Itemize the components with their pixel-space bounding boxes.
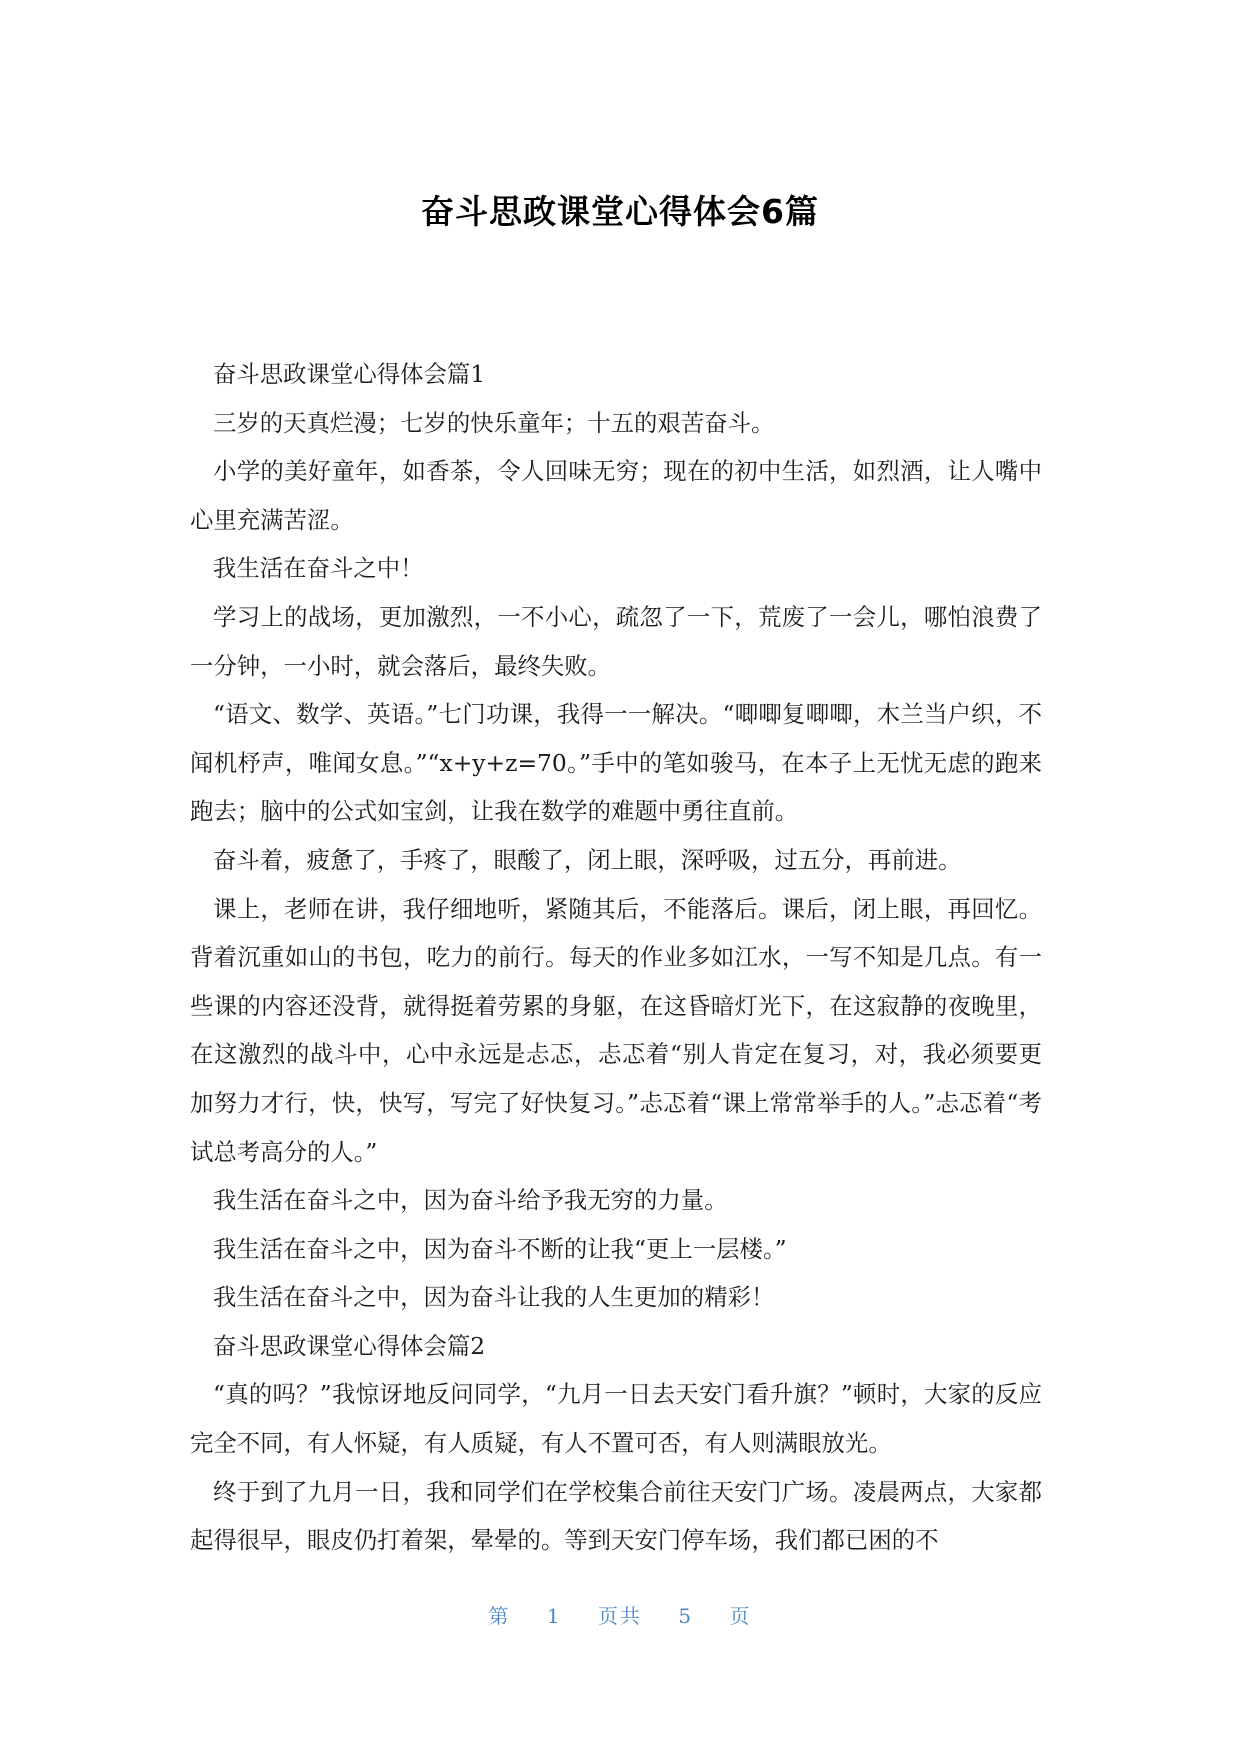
paragraph: 小学的美好童年，如香茶，令人回味无穷；现在的初中生活，如烈酒，让人嘴中心里充满苦涩。 — [190, 457, 1042, 534]
page-label-mid: 页共 — [598, 1604, 642, 1628]
paragraph: 我生活在奋斗之中，因为奋斗让我的人生更加的精彩！ — [213, 1283, 775, 1312]
paragraph: 奋斗着，疲惫了，手疼了，眼酸了，闭上眼，深呼吸，过五分，再前进。 — [213, 845, 962, 874]
paragraph: “真的吗？”我惊讶地反问同学，“九月一日去天安门看升旗？”顿时，大家的反应完全不同，有人怀疑，有人质疑，有人不置可否，有人则满眼放光。 — [190, 1380, 1042, 1458]
paragraph: 终于到了九月一日，我和同学们在学校集合前往天安门广场。凌晨两点，大家都起得很早，眼皮仍打着架，晕晕的。等到天安门停车场，我们都已困的不 — [190, 1477, 1042, 1555]
paragraph: 学习上的战场，更加激烈，一不小心，疏忽了一下，荒废了一会儿，哪怕浪费了一分钟，一小时，就会落后，最终失败。 — [190, 602, 1042, 680]
paragraph: “语文、数学、英语。”七门功课，我得一一解决。“唧唧复唧唧，木兰当户织，不闻机杼声，唯闻女息。”“x+y+z=70。”手中的笔如骏马，在本子上无忧无虑的跑来跑去；脑中的公式如宝剑，让我在数学的难题中勇往直前。 — [190, 700, 1042, 826]
page-label-suffix: 页 — [729, 1604, 752, 1628]
page-label-prefix: 第 — [488, 1604, 511, 1628]
current-page-number: 1 — [546, 1604, 562, 1628]
document-title: 奋斗思政课堂心得体会6篇 — [421, 192, 819, 231]
page-footer — [0, 1600, 1240, 1629]
paragraph: 我生活在奋斗之中，因为奋斗给予我无穷的力量。 — [213, 1186, 728, 1215]
paragraph: 三岁的天真烂漫；七岁的快乐童年；十五的艰苦奋斗。 — [213, 408, 775, 437]
section-heading-2: 奋斗思政课堂心得体会篇2 — [213, 1331, 486, 1360]
paragraph: 课上，老师在讲，我仔细地听，紧随其后，不能落后。课后，闭上眼，再回忆。背着沉重如山的书包，吃力的前行。每天的作业多如江水，一写不知是几点。有一些课的内容还没背，就得挺着劳累的身躯，在这昏暗灯光下，在这寂静的夜晚里，在这激烈的战斗中，心中永远是忐忑，忐忑着“别人肯定在复习，对，我必须要更加努力才行，快，快写，写完了好快复习。”忐忑着“课上常常举手的人。”忐忑着“考试总考高分的人。” — [190, 894, 1042, 1166]
document-body — [190, 350, 1042, 1565]
section-heading-1: 奋斗思政课堂心得体会篇1 — [213, 360, 486, 388]
paragraph: 我生活在奋斗之中！ — [213, 554, 424, 583]
total-pages-number: 5 — [678, 1604, 694, 1628]
paragraph: 我生活在奋斗之中，因为奋斗不断的让我“更上一层楼。” — [213, 1234, 787, 1263]
